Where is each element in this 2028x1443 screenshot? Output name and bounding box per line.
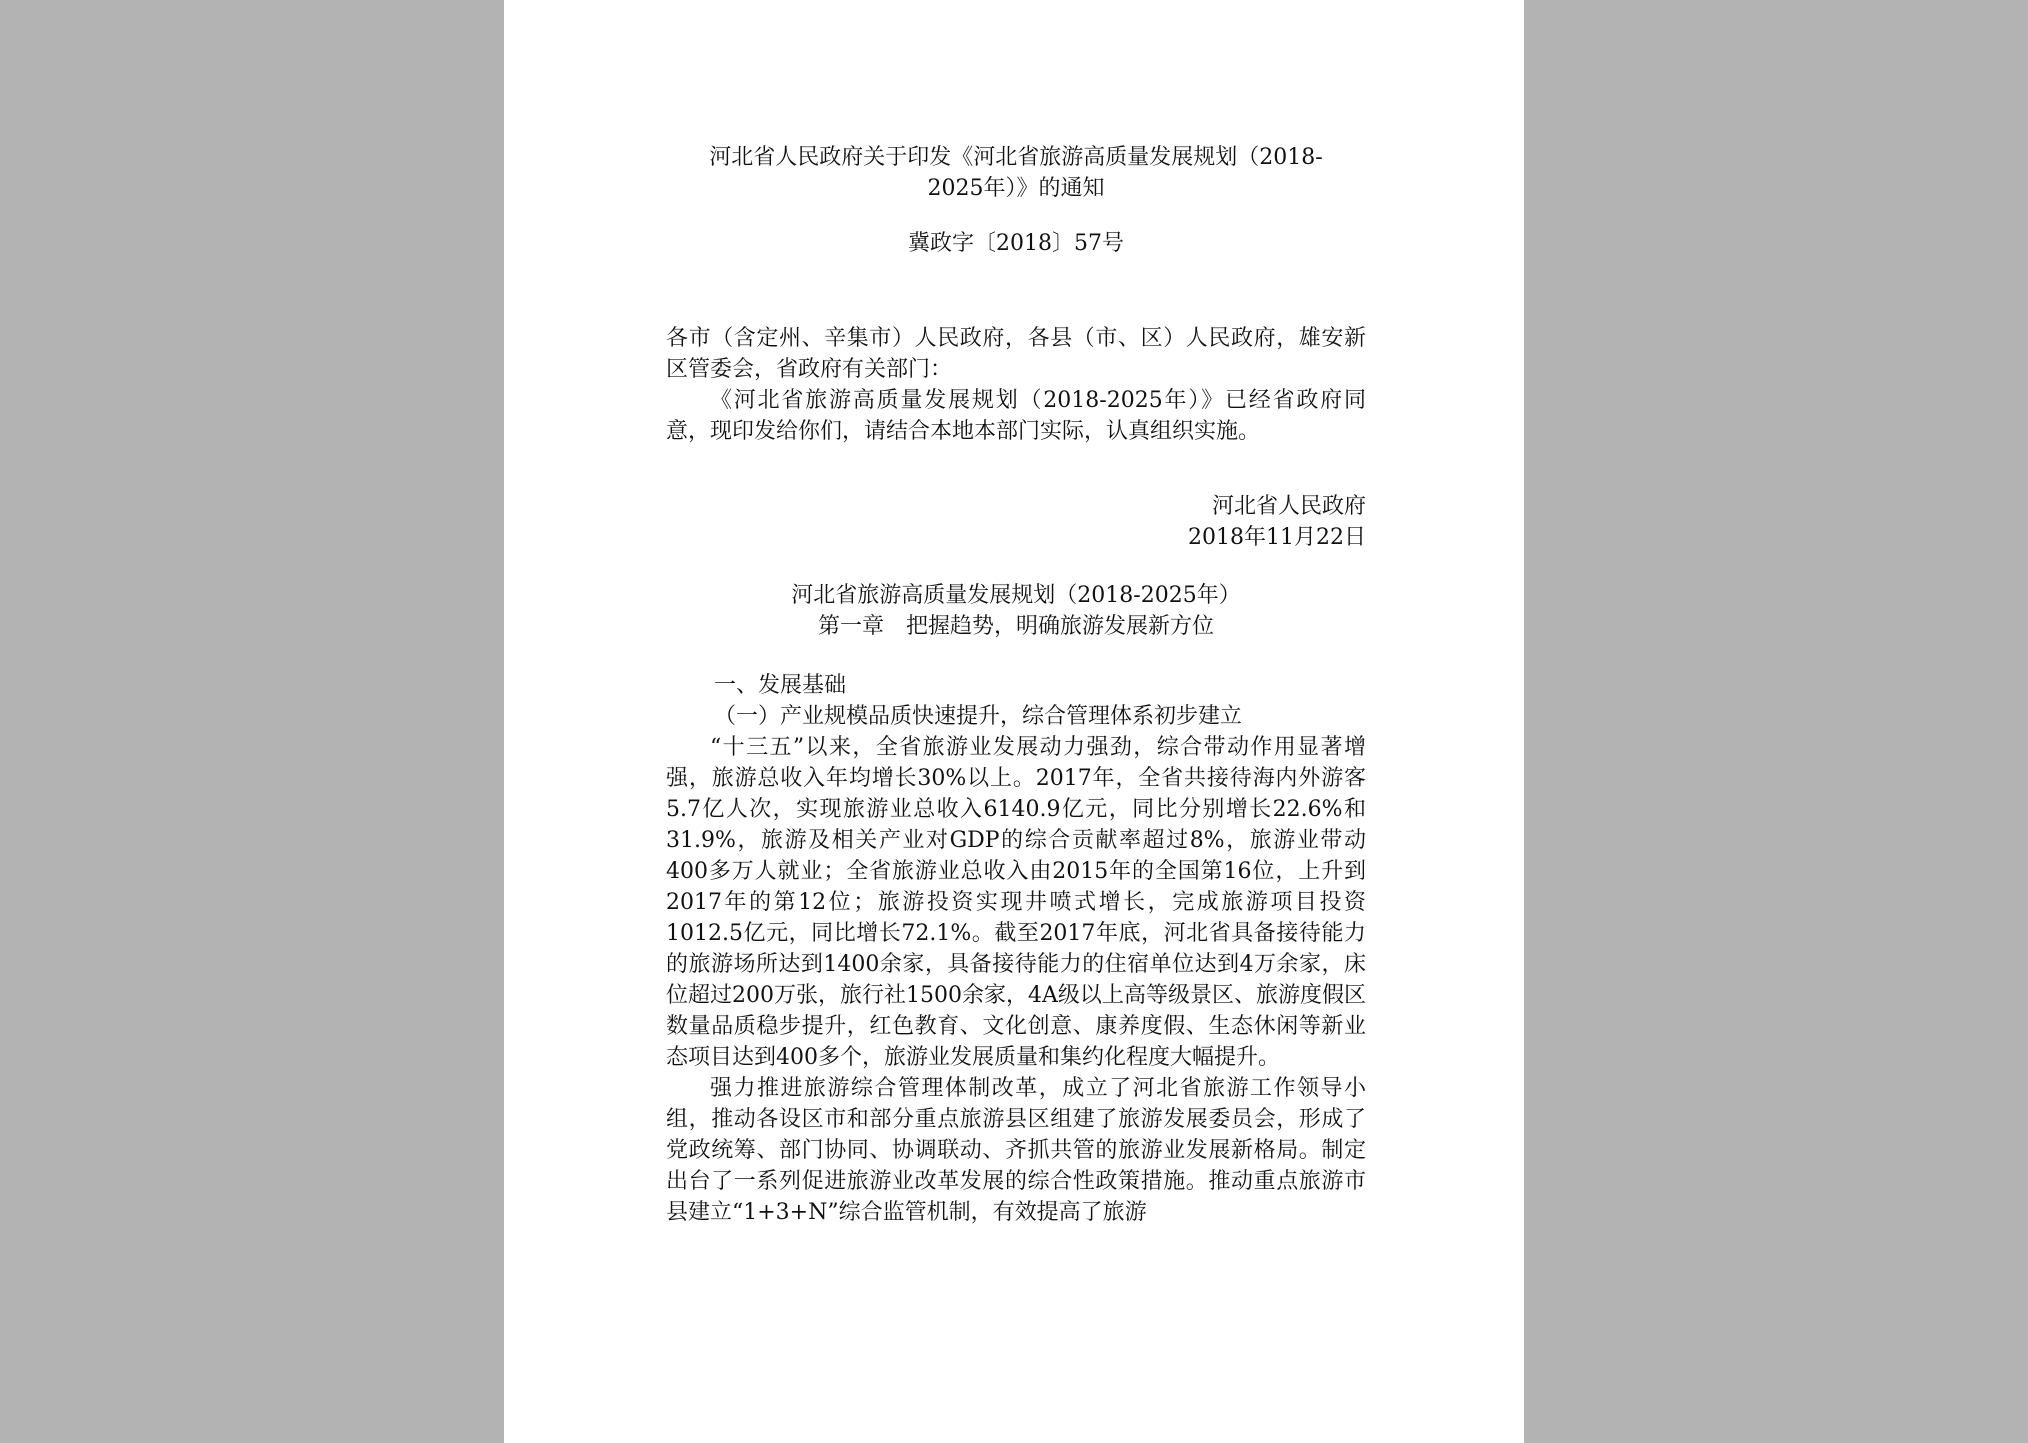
intro-paragraph: 《河北省旅游高质量发展规划（2018-2025年）》已经省政府同意，现印发给你们，请结合本地本部门实际，认真组织实施。 — [666, 388, 1366, 444]
notice-title-line-1: 河北省人民政府关于印发《河北省旅游高质量发展规划（2018- — [709, 145, 1323, 170]
signature-org: 河北省人民政府 — [1211, 494, 1366, 519]
section-heading: 一、发展基础 — [714, 673, 847, 698]
addressee: 各市（含定州、辛集市）人民政府，各县（市、区）人民政府，雄安新区管委会，省政府有关部门： — [666, 326, 1366, 382]
document-number: 冀政字〔2018〕57号 — [908, 231, 1124, 256]
notice-title — [666, 142, 1366, 204]
body-paragraph-1: “十三五”以来，全省旅游业发展动力强劲，综合带动作用显著增强，旅游总收入年均增长30%以上。2017年，全省共接待海内外游客5.7亿人次，实现旅游业总收入6140.9亿元，同比分别增长22.6%和31.9%，旅游及相关产业对GDP的综合贡献率超过8%，旅游业带动400多万人就业；全省旅游业总收入由2015年的全国第16位，上升到2017年的第12位；旅游投资实现井喷式增长，完成旅游项目投资1012.5亿元，同比增长72.1%。截至2017年底，河北省具备接待能力的旅游场所达到1400余家，具备接待能力的住宿单位达到4万余家，床位超过200万张，旅行社1500余家，4A级以上高等级景区、旅游度假区数量品质稳步提升，红色教育、文化创意、康养度假、生态休闲等新业态项目达到400多个，旅游业发展质量和集约化程度大幅提升。 — [666, 735, 1366, 1070]
document-content — [666, 142, 1366, 1228]
body-paragraph-2: 强力推进旅游综合管理体制改革，成立了河北省旅游工作领导小组，推动各设区市和部分重点旅游县区组建了旅游发展委员会，形成了党政统筹、部门协同、协调联动、齐抓共管的旅游业发展新格局。制定出台了一系列促进旅游业改革发展的综合性政策措施。推动重点旅游市县建立“1+3+N”综合监管机制，有效提高了旅游 — [666, 1076, 1366, 1225]
subsection-heading: （一）产业规模品质快速提升，综合管理体系初步建立 — [714, 704, 1243, 729]
signature-date: 2018年11月22日 — [1188, 525, 1366, 550]
notice-title-line-2: 2025年）》的通知 — [927, 176, 1105, 201]
document-page — [504, 0, 1524, 1443]
chapter-title: 第一章 把握趋势，明确旅游发展新方位 — [817, 614, 1214, 639]
plan-title: 河北省旅游高质量发展规划（2018-2025年） — [791, 583, 1241, 608]
signature-block — [666, 491, 1366, 553]
